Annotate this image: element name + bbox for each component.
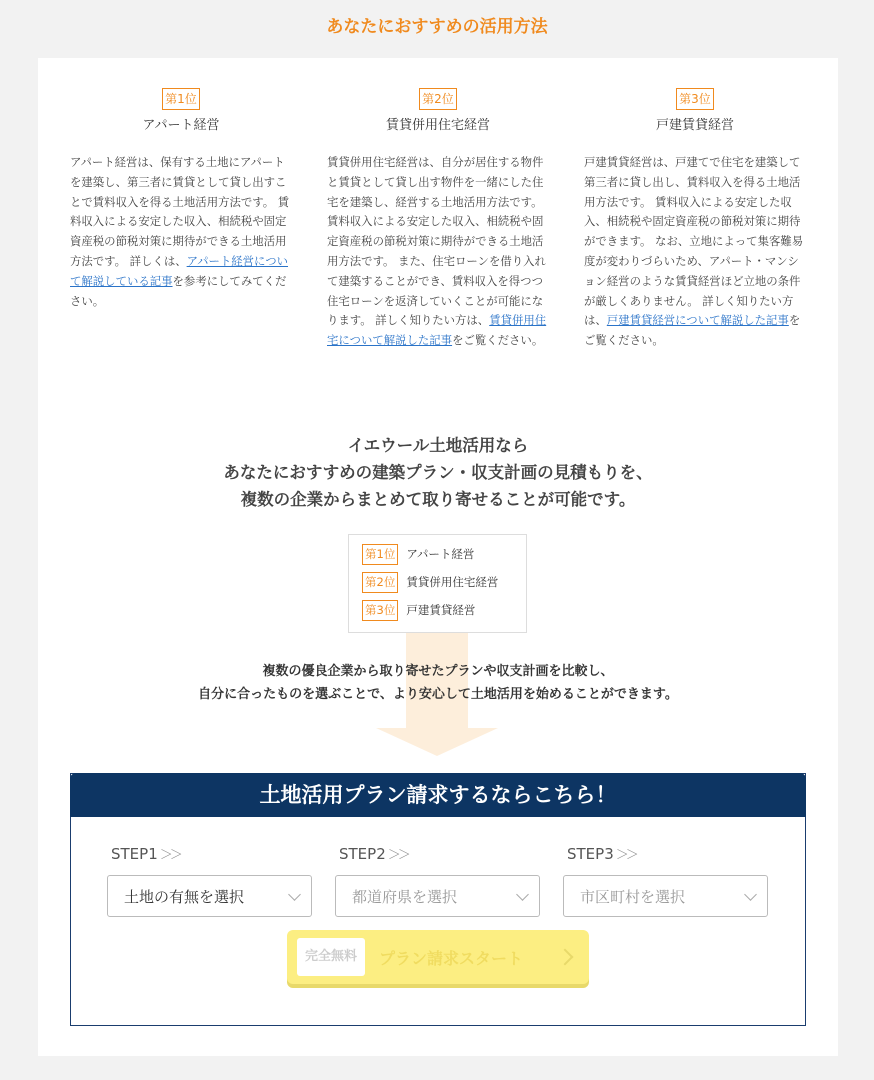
double-chevron-icon: ＞＞: [159, 848, 180, 863]
rank-badge: 第2位: [362, 572, 398, 593]
step-label: STEP1 ＞＞: [111, 845, 180, 863]
chevron-down-icon: [516, 888, 529, 901]
content-card: [38, 58, 838, 1056]
ranking-label: 戸建賃貸経営: [406, 603, 476, 617]
land-ownership-select[interactable]: 土地の有無を選択: [107, 875, 312, 917]
free-badge: 完全無料: [297, 938, 365, 976]
double-chevron-icon: ＞＞: [615, 848, 636, 863]
column-description: 戸建賃貸経営は、戸建てで住宅を建築して第三者に貸し出し、賃料収入を得る土地活用方法です。 賃料収入による安定した収入、相続税や固定資産税の節税対策に期待ができます。 なお、立地によって集客難易度が変わりづらいため、アパート・マンション経営のような賃貸経営ほど立地の条件が厳しくありません。 詳しく知りたい方は、戸建賃貸経営について解説した記事をご覧ください。: [584, 155, 804, 348]
article-link[interactable]: 戸建賃貸経営について解説した記事: [606, 313, 789, 328]
rank-badge: 第1位: [362, 544, 398, 565]
ranking-summary: [348, 534, 527, 633]
column-title: 戸建賃貸経営: [655, 118, 734, 133]
article-link[interactable]: 賃貸併用住宅について解説した記事: [327, 313, 547, 348]
step-1: [107, 844, 312, 917]
chevron-right-icon: [557, 949, 574, 966]
ranking-row: [349, 540, 526, 568]
rank-badge: 第2位: [419, 88, 457, 110]
column-title: アパート経営: [142, 118, 220, 133]
chevron-down-icon: [744, 888, 757, 901]
step-label: STEP3 ＞＞: [567, 845, 636, 863]
ranking-label: 賃貸併用住宅経営: [406, 575, 499, 589]
step-3: [563, 844, 768, 917]
column-description: アパート経営は、保有する土地にアパートを建築し、第三者に賃貸として貸し出すことで賃料収入を得る土地活用方法です。 賃料収入による安定した収入、相続税や固定資産税の節税対策に期待ができる土地活用方法です。 詳しくは、アパート経営について解説している記事を参考にしてみてください。: [70, 155, 290, 308]
compare-line: 複数の優良企業から取り寄せたプランや収支計画を比較し、: [262, 664, 614, 679]
service-intro: [38, 432, 838, 513]
ranking-row: [349, 568, 526, 596]
chevron-down-icon: [288, 888, 301, 901]
ranking-row: [349, 596, 526, 624]
start-button-label: プラン請求スタート: [379, 948, 524, 968]
rank-badge: 第3位: [676, 88, 714, 110]
intro-line: あなたにおすすめの建築プラン・収支計画の見積もりを、: [223, 463, 653, 482]
recommendation-column-3: [584, 88, 806, 351]
city-select[interactable]: 市区町村を選択: [563, 875, 768, 917]
rank-badge: 第1位: [162, 88, 200, 110]
article-link[interactable]: アパート経営について解説している記事: [70, 253, 289, 288]
prefecture-select[interactable]: 都道府県を選択: [335, 875, 540, 917]
step-label: STEP2 ＞＞: [339, 845, 408, 863]
double-chevron-icon: ＞＞: [387, 848, 408, 863]
column-title: 賃貸併用住宅経営: [385, 118, 490, 133]
start-plan-request-button[interactable]: [287, 930, 589, 984]
recommendation-column-2: [327, 88, 549, 351]
intro-line: 複数の企業からまとめて取り寄せることが可能です。: [240, 490, 636, 509]
intro-line: イエウール土地活用なら: [347, 436, 529, 455]
compare-text: [38, 660, 838, 706]
compare-line: 自分に合ったものを選ぶことで、より安心して土地活用を始めることができます。: [198, 687, 678, 702]
column-description: 賃貸併用住宅経営は、自分が居住する物件と賃貸として貸し出す物件を一緒にした住宅を建築し、経営する土地活用方法です。 賃料収入による安定した収入、相続税や固定資産税の節税対策に期待ができる土地活用方法です。 また、住宅ローンを借り入れて建築することができ、賃料収入を得つつ住宅ローンを返済していくことが可能になります。 詳しく知りたい方は、賃貸併用住宅について解説した記事をご覧ください。: [327, 155, 547, 348]
down-arrow-head: [376, 728, 498, 756]
plan-request-form: [70, 773, 806, 1026]
section-heading: あなたにおすすめの活用方法: [326, 17, 548, 37]
recommendation-column-1: [70, 88, 292, 311]
step-2: [335, 844, 540, 917]
ranking-label: アパート経営: [406, 547, 475, 561]
form-header: 土地活用プラン請求するならこちら！: [70, 773, 806, 817]
rank-badge: 第3位: [362, 600, 398, 621]
